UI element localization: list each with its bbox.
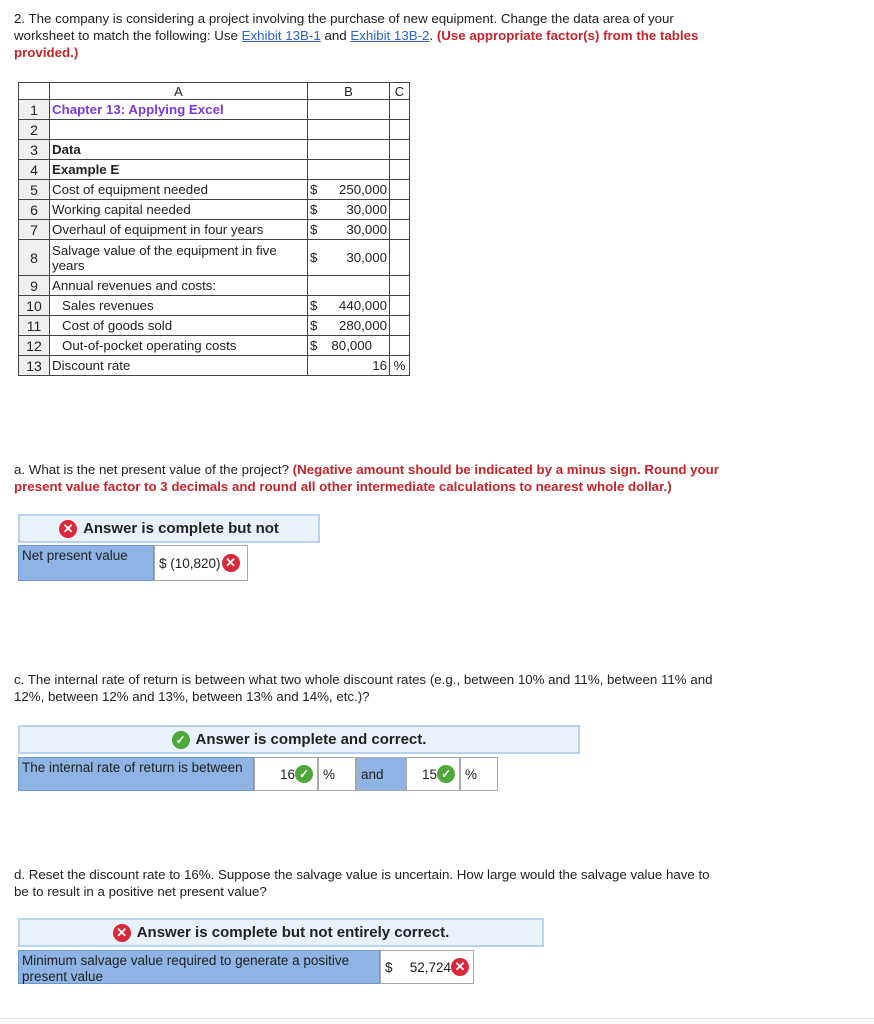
- irr-pct-1: %: [318, 757, 356, 791]
- sheet-row-13: 13 Discount rate 16 %: [19, 356, 410, 376]
- instruction-text-2: provided.): [14, 45, 79, 60]
- question-intro: [14, 10, 864, 61]
- salvage-label: Minimum salvage value required to generate a positive present value: [18, 950, 380, 984]
- sheet-row-5: 5 Cost of equipment needed $ 250,000: [19, 180, 410, 200]
- irr-lower-field[interactable]: 16 ✓: [254, 757, 318, 791]
- sales-revenues-cell: $ 440,000: [308, 296, 390, 316]
- sheet-row-11: 11 Cost of goods sold $ 280,000: [19, 316, 410, 336]
- sheet-row-4: 4 Example E: [19, 160, 410, 180]
- part-a-question: a. What is the net present value of the project? (Negative amount should be indicated by a minus sign. Round your present value factor to 3 decimals and round all other intermediate calculations to nearest whole dollar.): [14, 462, 719, 494]
- sheet-row-9: 9 Annual revenues and costs:: [19, 276, 410, 296]
- sheet-row-12: 12 Out-of-pocket operating costs $ 80,000: [19, 336, 410, 356]
- check-circle-icon: ✓: [295, 765, 313, 783]
- sheet-row-2: 2: [19, 120, 410, 140]
- sheet-row-8: 8 Salvage value of the equipment in five years $ 30,000: [19, 240, 410, 276]
- salvage-value-cell: $ 30,000: [308, 240, 390, 276]
- irr-label: The internal rate of return is between: [18, 757, 254, 791]
- part-c-question: c. The internal rate of return is between what two whole discount rates (e.g., between 10% and 11%, between 11% and 12%, between 12% and 13%, between 13% and 14%, etc.)?: [14, 672, 713, 704]
- part-c-banner: ✓ Answer is complete and correct.: [18, 725, 580, 754]
- salvage-answer-field[interactable]: $ 52,724 ✕: [380, 950, 474, 984]
- part-d-banner: ✕ Answer is complete but not entirely correct.: [18, 918, 544, 947]
- overhaul-cell: $ 30,000: [308, 220, 390, 240]
- x-circle-icon: ✕: [59, 520, 77, 538]
- discount-rate-cell: 16: [308, 356, 390, 376]
- sheet-row-7: 7 Overhaul of equipment in four years $ 30,000: [19, 220, 410, 240]
- exhibit-13b2-link[interactable]: Exhibit 13B-2: [350, 28, 430, 43]
- npv-answer-field[interactable]: $ (10,820) ✕: [154, 545, 248, 581]
- check-circle-icon: ✓: [172, 731, 190, 749]
- working-capital-cell: $ 30,000: [308, 200, 390, 220]
- exhibit-13b1-link[interactable]: Exhibit 13B-1: [241, 28, 321, 43]
- instruction-text: (Use appropriate factor(s) from the tables: [436, 28, 699, 43]
- irr-and-label: and: [356, 757, 406, 791]
- bottom-divider: [0, 1018, 874, 1019]
- question-line-2: worksheet to match the following: Use Exhibit 13B-1 and Exhibit 13B-2. (Use appropriate factor(s) from the tables: [14, 28, 699, 43]
- sheet-row-3: 3 Data: [19, 140, 410, 160]
- col-c-header: C: [390, 83, 410, 100]
- x-circle-icon: ✕: [113, 924, 131, 942]
- col-b-header: B: [308, 83, 390, 100]
- column-header-row: [19, 83, 410, 100]
- question-line-1: 2. The company is considering a project involving the purchase of new equipment. Change the data area of your: [14, 11, 674, 26]
- operating-costs-cell: $ 80,000: [308, 336, 390, 356]
- irr-pct-2: %: [460, 757, 498, 791]
- cogs-cell: $ 280,000: [308, 316, 390, 336]
- x-circle-icon: ✕: [451, 958, 469, 976]
- part-d-question: d. Reset the discount rate to 16%. Suppose the salvage value is uncertain. How large would the salvage value have to be to result in a positive net present value?: [14, 867, 710, 899]
- cost-equipment-cell: $ 250,000: [308, 180, 390, 200]
- sheet-row-10: 10 Sales revenues $ 440,000: [19, 296, 410, 316]
- part-a-banner: ✕ Answer is complete but not: [18, 514, 320, 543]
- spreadsheet: [18, 82, 410, 376]
- col-a-header: A: [50, 83, 308, 100]
- sheet-row-6: 6 Working capital needed $ 30,000: [19, 200, 410, 220]
- npv-label: Net present value: [18, 545, 154, 581]
- sheet-title: Chapter 13: Applying Excel: [50, 100, 308, 120]
- x-circle-icon: ✕: [222, 554, 240, 572]
- check-circle-icon: ✓: [437, 765, 455, 783]
- sheet-row-1: 1 Chapter 13: Applying Excel: [19, 100, 410, 120]
- irr-upper-field[interactable]: 15 ✓: [406, 757, 460, 791]
